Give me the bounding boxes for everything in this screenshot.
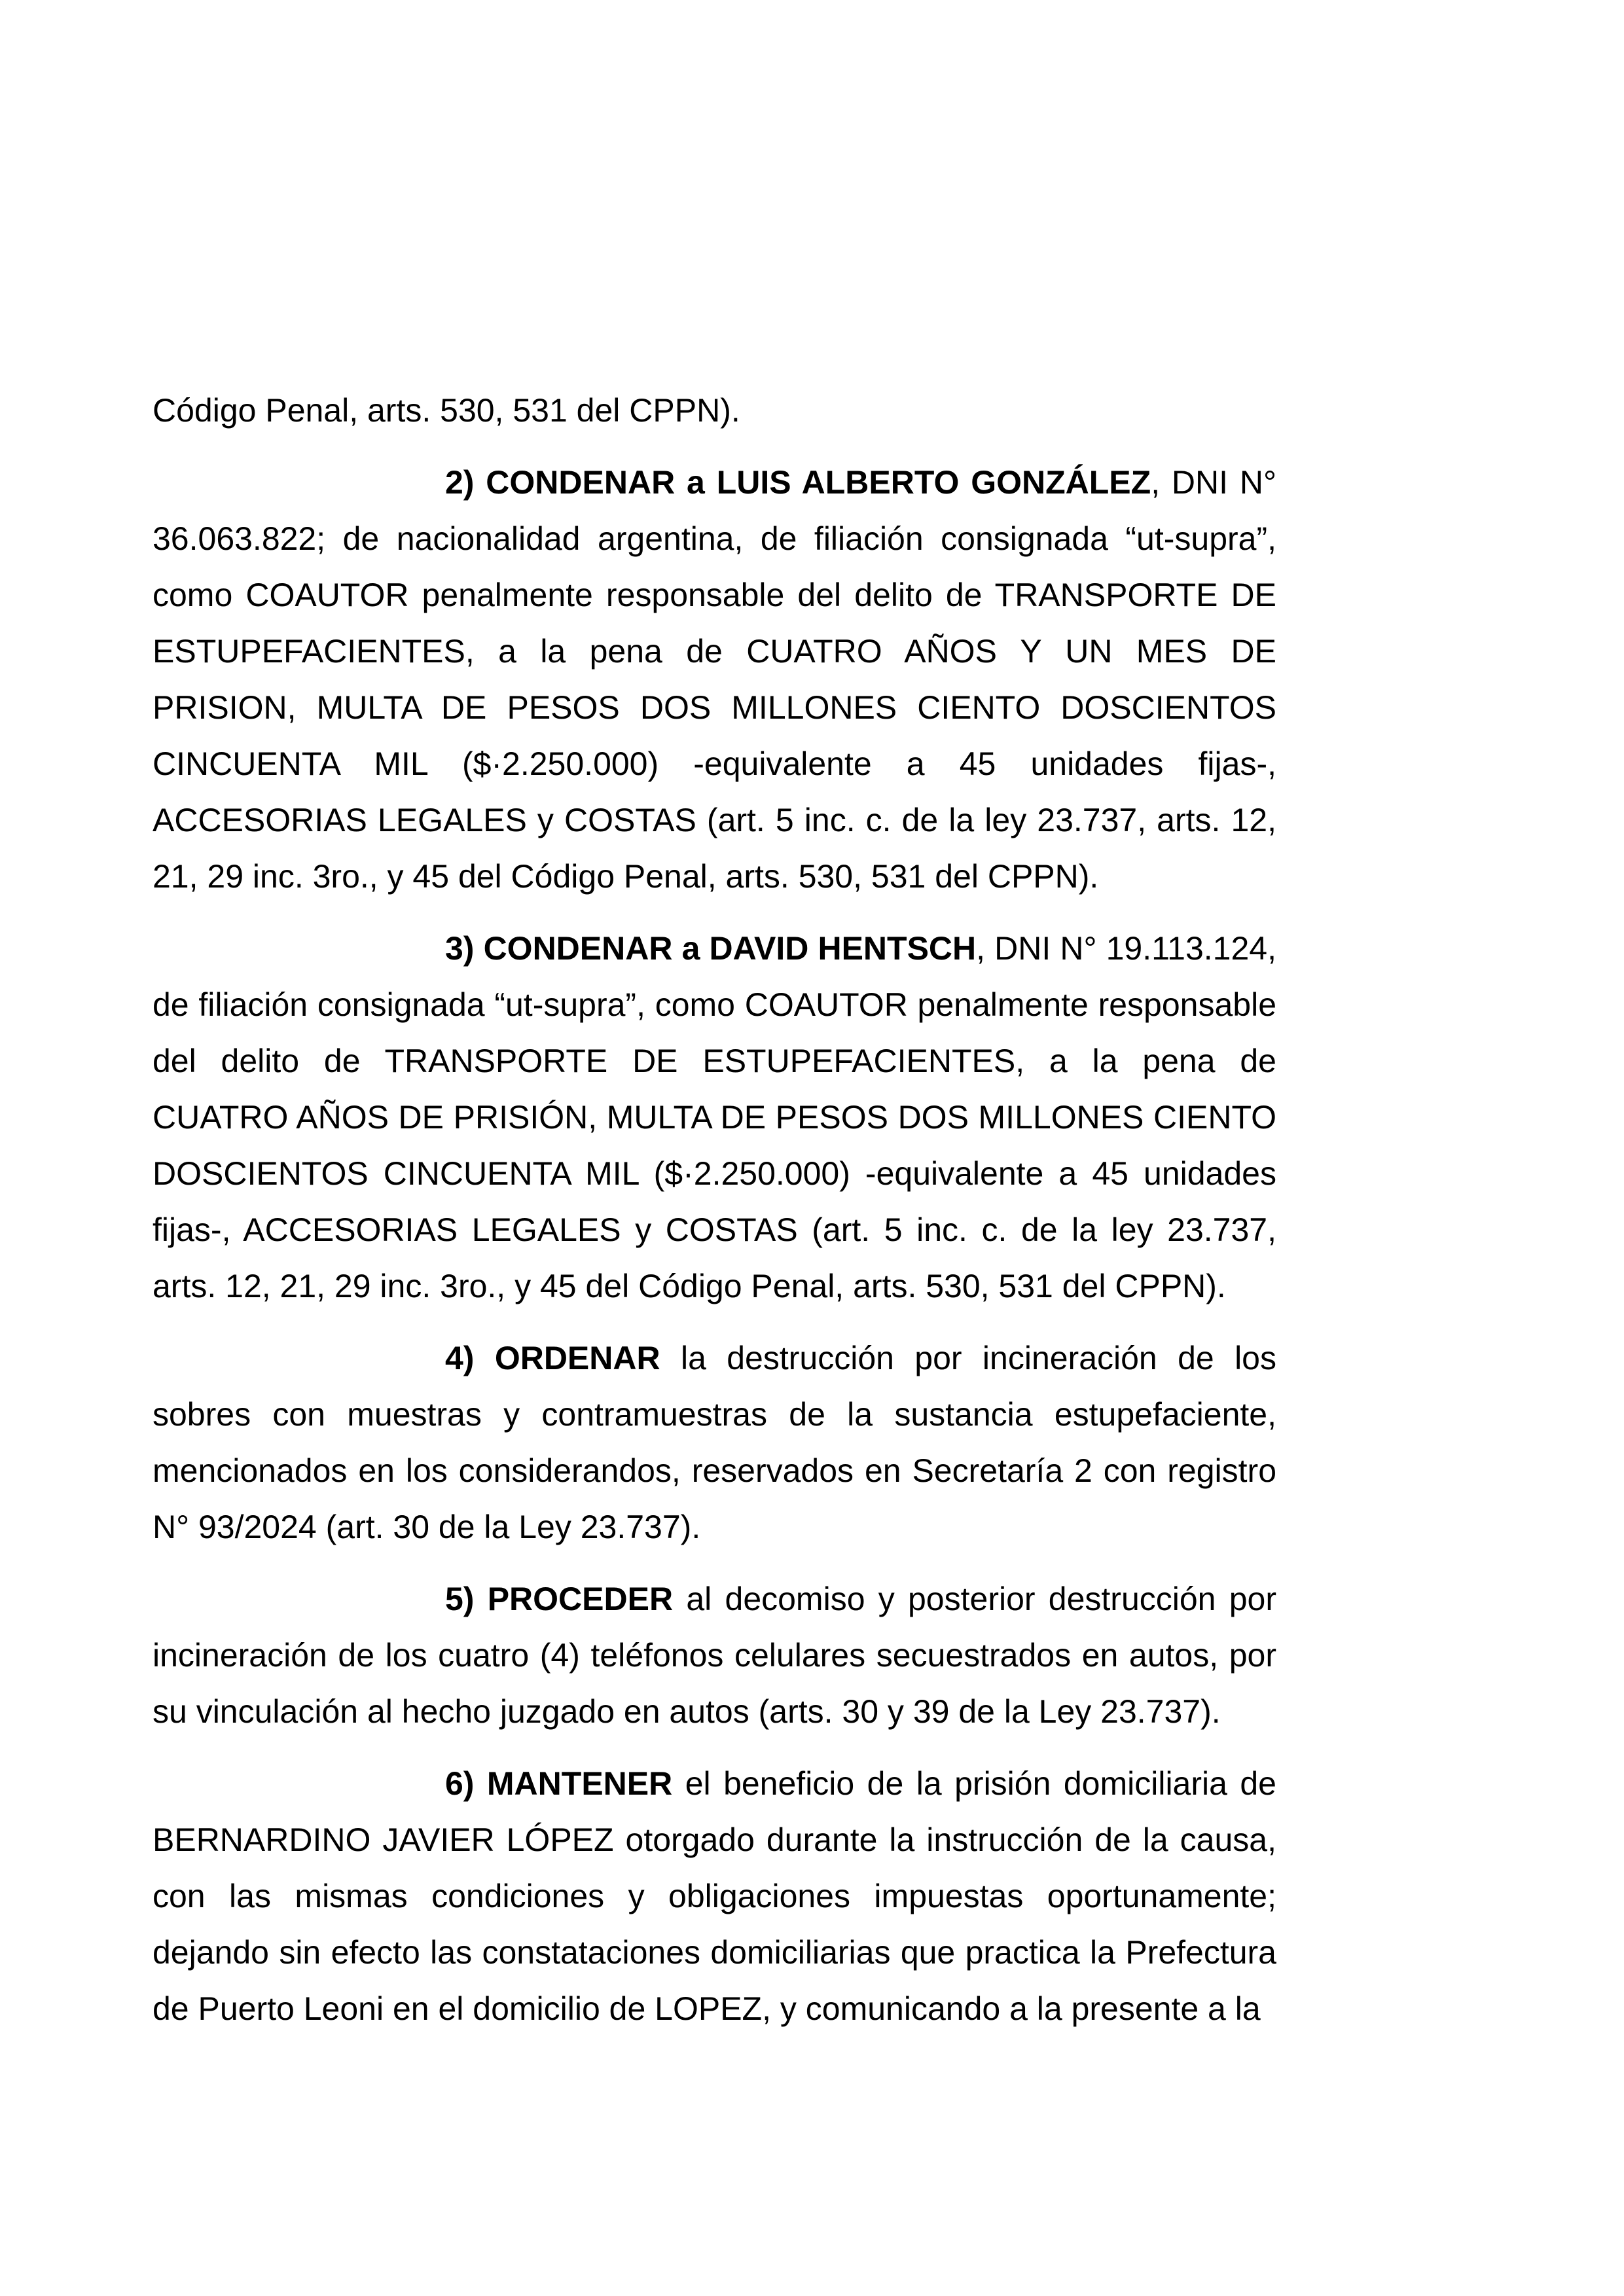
item-6-body: el beneficio de la prisión domiciliaria de BERNARDINO JAVIER LÓPEZ otorgado durante la instrucción de la causa, con las mismas condiciones y obligaciones impuestas oportunamente; dejando sin efecto las constataciones domiciliarias que practica la Prefectura de Puerto Leoni en el domicilio de LOPEZ, y comunicando a la presente a la [153, 1765, 1276, 2027]
item-2-body: , DNI N° 36.063.822; de nacionalidad argentina, de filiación consignada “ut-supra”, como COAUTOR penalmente responsable del delito de TRANSPORTE DE ESTUPEFACIENTES, a la pena de CUATRO AÑOS Y UN MES DE PRISION, MULTA DE PESOS DOS MILLONES CIENTO DOSCIENTOS CINCUENTA MIL ($·2.250.000) -equivalente a 45 unidades fijas-, ACCESORIAS LEGALES y COSTAS (art. 5 inc. c. de la ley 23.737, arts. 12, 21, 29 inc. 3ro., y 45 del Código Penal, arts. 530, 531 del CPPN). [153, 464, 1276, 895]
item-5-heading: 5) PROCEDER [445, 1581, 674, 1617]
item-5-body: al decomiso y posterior destrucción por incineración de los cuatro (4) teléfonos celulares secuestrados en autos, por su vinculación al hecho juzgado en autos (arts. 30 y 39 de la Ley 23.737). [153, 1581, 1276, 1730]
paragraph-item-3 [153, 920, 1276, 1314]
paragraph-item-2 [153, 454, 1276, 905]
paragraph-continuation-item-1 [153, 382, 1276, 439]
item-2-heading: 2) CONDENAR a LUIS ALBERTO GONZÁLEZ [445, 464, 1151, 501]
paragraph-item-6 [153, 1755, 1276, 2037]
item-4-body: la destrucción por incineración de los sobres con muestras y contramuestras de la sustancia estupefaciente, mencionados en los considerandos, reservados en Secretaría 2 con registro N° 93/2024 (art. 30 de la Ley 23.737). [153, 1340, 1276, 1545]
item-3-body: , DNI N° 19.113.124, de filiación consignada “ut-supra”, como COAUTOR penalmente responsable del delito de TRANSPORTE DE ESTUPEFACIENTES, a la pena de CUATRO AÑOS DE PRISIÓN, MULTA DE PESOS DOS MILLONES CIENTO DOSCIENTOS CINCUENTA MIL ($·2.250.000) -equivalente a 45 unidades fijas-, ACCESORIAS LEGALES y COSTAS (art. 5 inc. c. de la ley 23.737, arts. 12, 21, 29 inc. 3ro., y 45 del Código Penal, arts. 530, 531 del CPPN). [153, 930, 1276, 1304]
item-1-continuation-text: Código Penal, arts. 530, 531 del CPPN). [153, 392, 740, 429]
item-3-heading: 3) CONDENAR a DAVID HENTSCH [445, 930, 977, 967]
paragraph-item-5 [153, 1571, 1276, 1740]
item-6-heading: 6) MANTENER [445, 1765, 673, 1802]
resolution-text-block [153, 382, 1276, 2037]
paragraph-item-4 [153, 1330, 1276, 1555]
item-4-heading: 4) ORDENAR [445, 1340, 660, 1376]
